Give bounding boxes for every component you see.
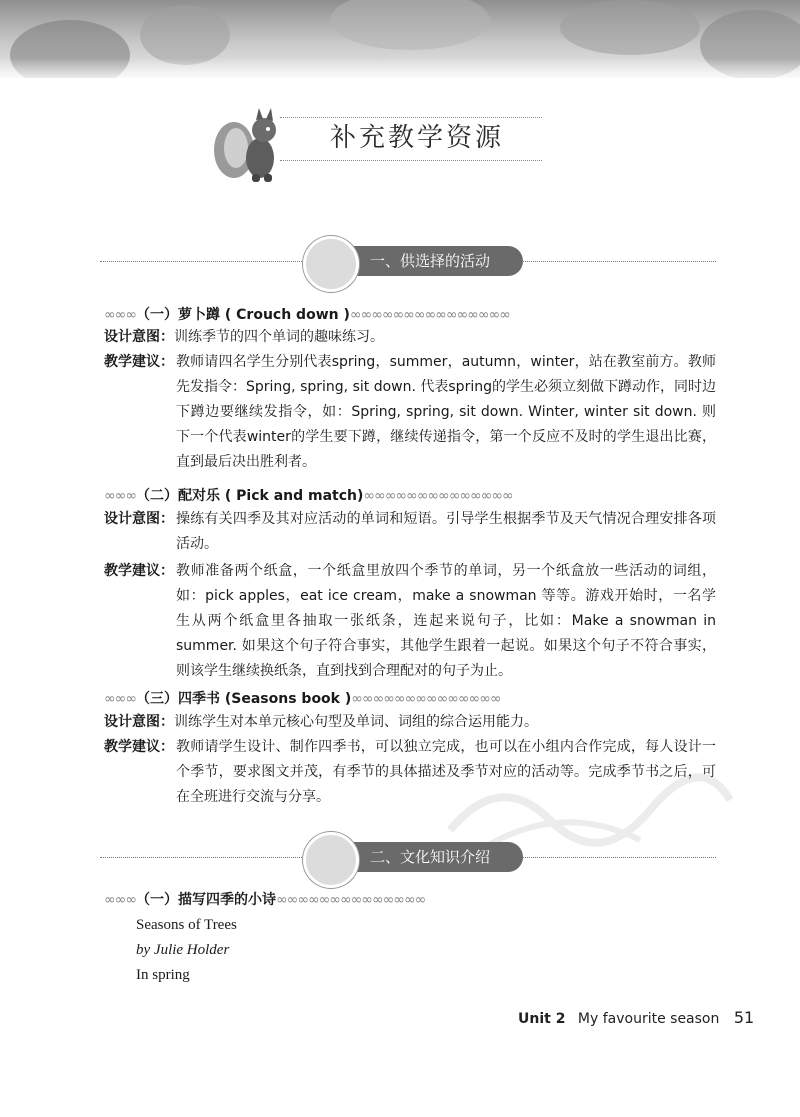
subsection-title: ∞∞∞（一）描写四季的小诗∞∞∞∞∞∞∞∞∞∞∞∞∞∞ bbox=[104, 892, 426, 908]
section-heading: 二、文化知识介绍 bbox=[308, 842, 523, 872]
squirrel-mascot-icon bbox=[212, 100, 286, 186]
poem-author: by Julie Holder bbox=[136, 942, 230, 958]
page-footer bbox=[518, 1008, 754, 1027]
advice-label: 教学建议： bbox=[104, 354, 174, 370]
activity-title: ∞∞∞（三）四季书 (Seasons book )∞∞∞∞∞∞∞∞∞∞∞∞∞∞ bbox=[104, 691, 501, 707]
intent-row: 设计意图：训练学生对本单元核心句型及单词、词组的综合运用能力。 bbox=[104, 714, 538, 730]
section-badge-icon bbox=[303, 236, 359, 292]
advice-label: 教学建议： bbox=[104, 563, 174, 579]
section-badge-icon bbox=[303, 832, 359, 888]
section-header-activities bbox=[100, 244, 716, 278]
intent-row-label: 设计意图： bbox=[104, 511, 174, 527]
footer-unit-title: My favourite season bbox=[577, 1011, 720, 1027]
intent-text: 操练有关四季及其对应活动的单词和短语。引导学生根据季节及天气情况合理安排各项活动。 bbox=[176, 511, 716, 552]
poem-title: Seasons of Trees bbox=[136, 917, 237, 933]
advice-text: 教师请四名学生分别代表spring，summer，autumn，winter，站在教室前方。教师先发指令：Spring, spring, sit down. 代表spring的学生必须立刻做下蹲动作，同时边下蹲边要继续发指令，如：Spring, spring, sit down. Winter, winter sit down. 则下一个代表winter的学生要下蹲，继续传递指令，第一个反应不及时的学生退出比赛，直到最后决出胜利者。 bbox=[176, 354, 716, 470]
section-heading: 一、供选择的活动 bbox=[308, 246, 523, 276]
page-number: 51 bbox=[733, 1008, 755, 1027]
decorative-dots: ∞∞∞ bbox=[104, 691, 136, 707]
title-bottom-rule bbox=[280, 160, 542, 161]
decorative-dots: ∞∞∞∞∞∞∞∞∞∞∞∞∞∞ bbox=[276, 892, 426, 908]
intent-row: 设计意图：训练季节的四个单词的趣味练习。 bbox=[104, 329, 384, 345]
decorative-dots: ∞∞∞ bbox=[104, 892, 136, 908]
activity-title: ∞∞∞（二）配对乐 ( Pick and match)∞∞∞∞∞∞∞∞∞∞∞∞∞∞ bbox=[104, 488, 513, 504]
footer-unit: Unit 2 bbox=[518, 1011, 566, 1027]
advice-label: 教学建议： bbox=[104, 739, 174, 755]
section-header-culture bbox=[100, 840, 716, 874]
activity-title: ∞∞∞（一）萝卜蹲 ( Crouch down )∞∞∞∞∞∞∞∞∞∞∞∞∞∞∞ bbox=[104, 307, 510, 323]
decorative-dots: ∞∞∞∞∞∞∞∞∞∞∞∞∞∞ bbox=[363, 488, 513, 504]
advice-text: 教师准备两个纸盒，一个纸盒里放四个季节的单词，另一个纸盒放一些活动的词组，如：pick apples，eat ice cream，make a snowman 等等。游戏开始时，一名学生从两个纸盒里各抽取一张纸条，连起来说句子，比如：Make a snowman in summer. 如果这个句子符合事实，其他学生跟着一起说。如果这个句子不符合事实，则该学生继续换纸条，直到找到合理配对的句子为止。 bbox=[176, 563, 716, 679]
banner-fade bbox=[0, 58, 800, 84]
decorative-dots: ∞∞∞∞∞∞∞∞∞∞∞∞∞∞∞ bbox=[349, 307, 510, 323]
decorative-dots: ∞∞∞ bbox=[104, 307, 136, 323]
decorative-dots: ∞∞∞ bbox=[104, 488, 136, 504]
poem bbox=[136, 913, 237, 988]
page-title: 补充教学资源 bbox=[330, 123, 505, 153]
poem-line: In spring bbox=[136, 967, 190, 983]
advice-text: 教师请学生设计、制作四季书，可以独立完成，也可以在小组内合作完成，每人设计一个季节，要求图文并茂，有季节的具体描述及季节对应的活动等。完成季节书之后，可在全班进行交流与分享。 bbox=[176, 739, 716, 805]
decorative-dots: ∞∞∞∞∞∞∞∞∞∞∞∞∞∞ bbox=[351, 691, 501, 707]
